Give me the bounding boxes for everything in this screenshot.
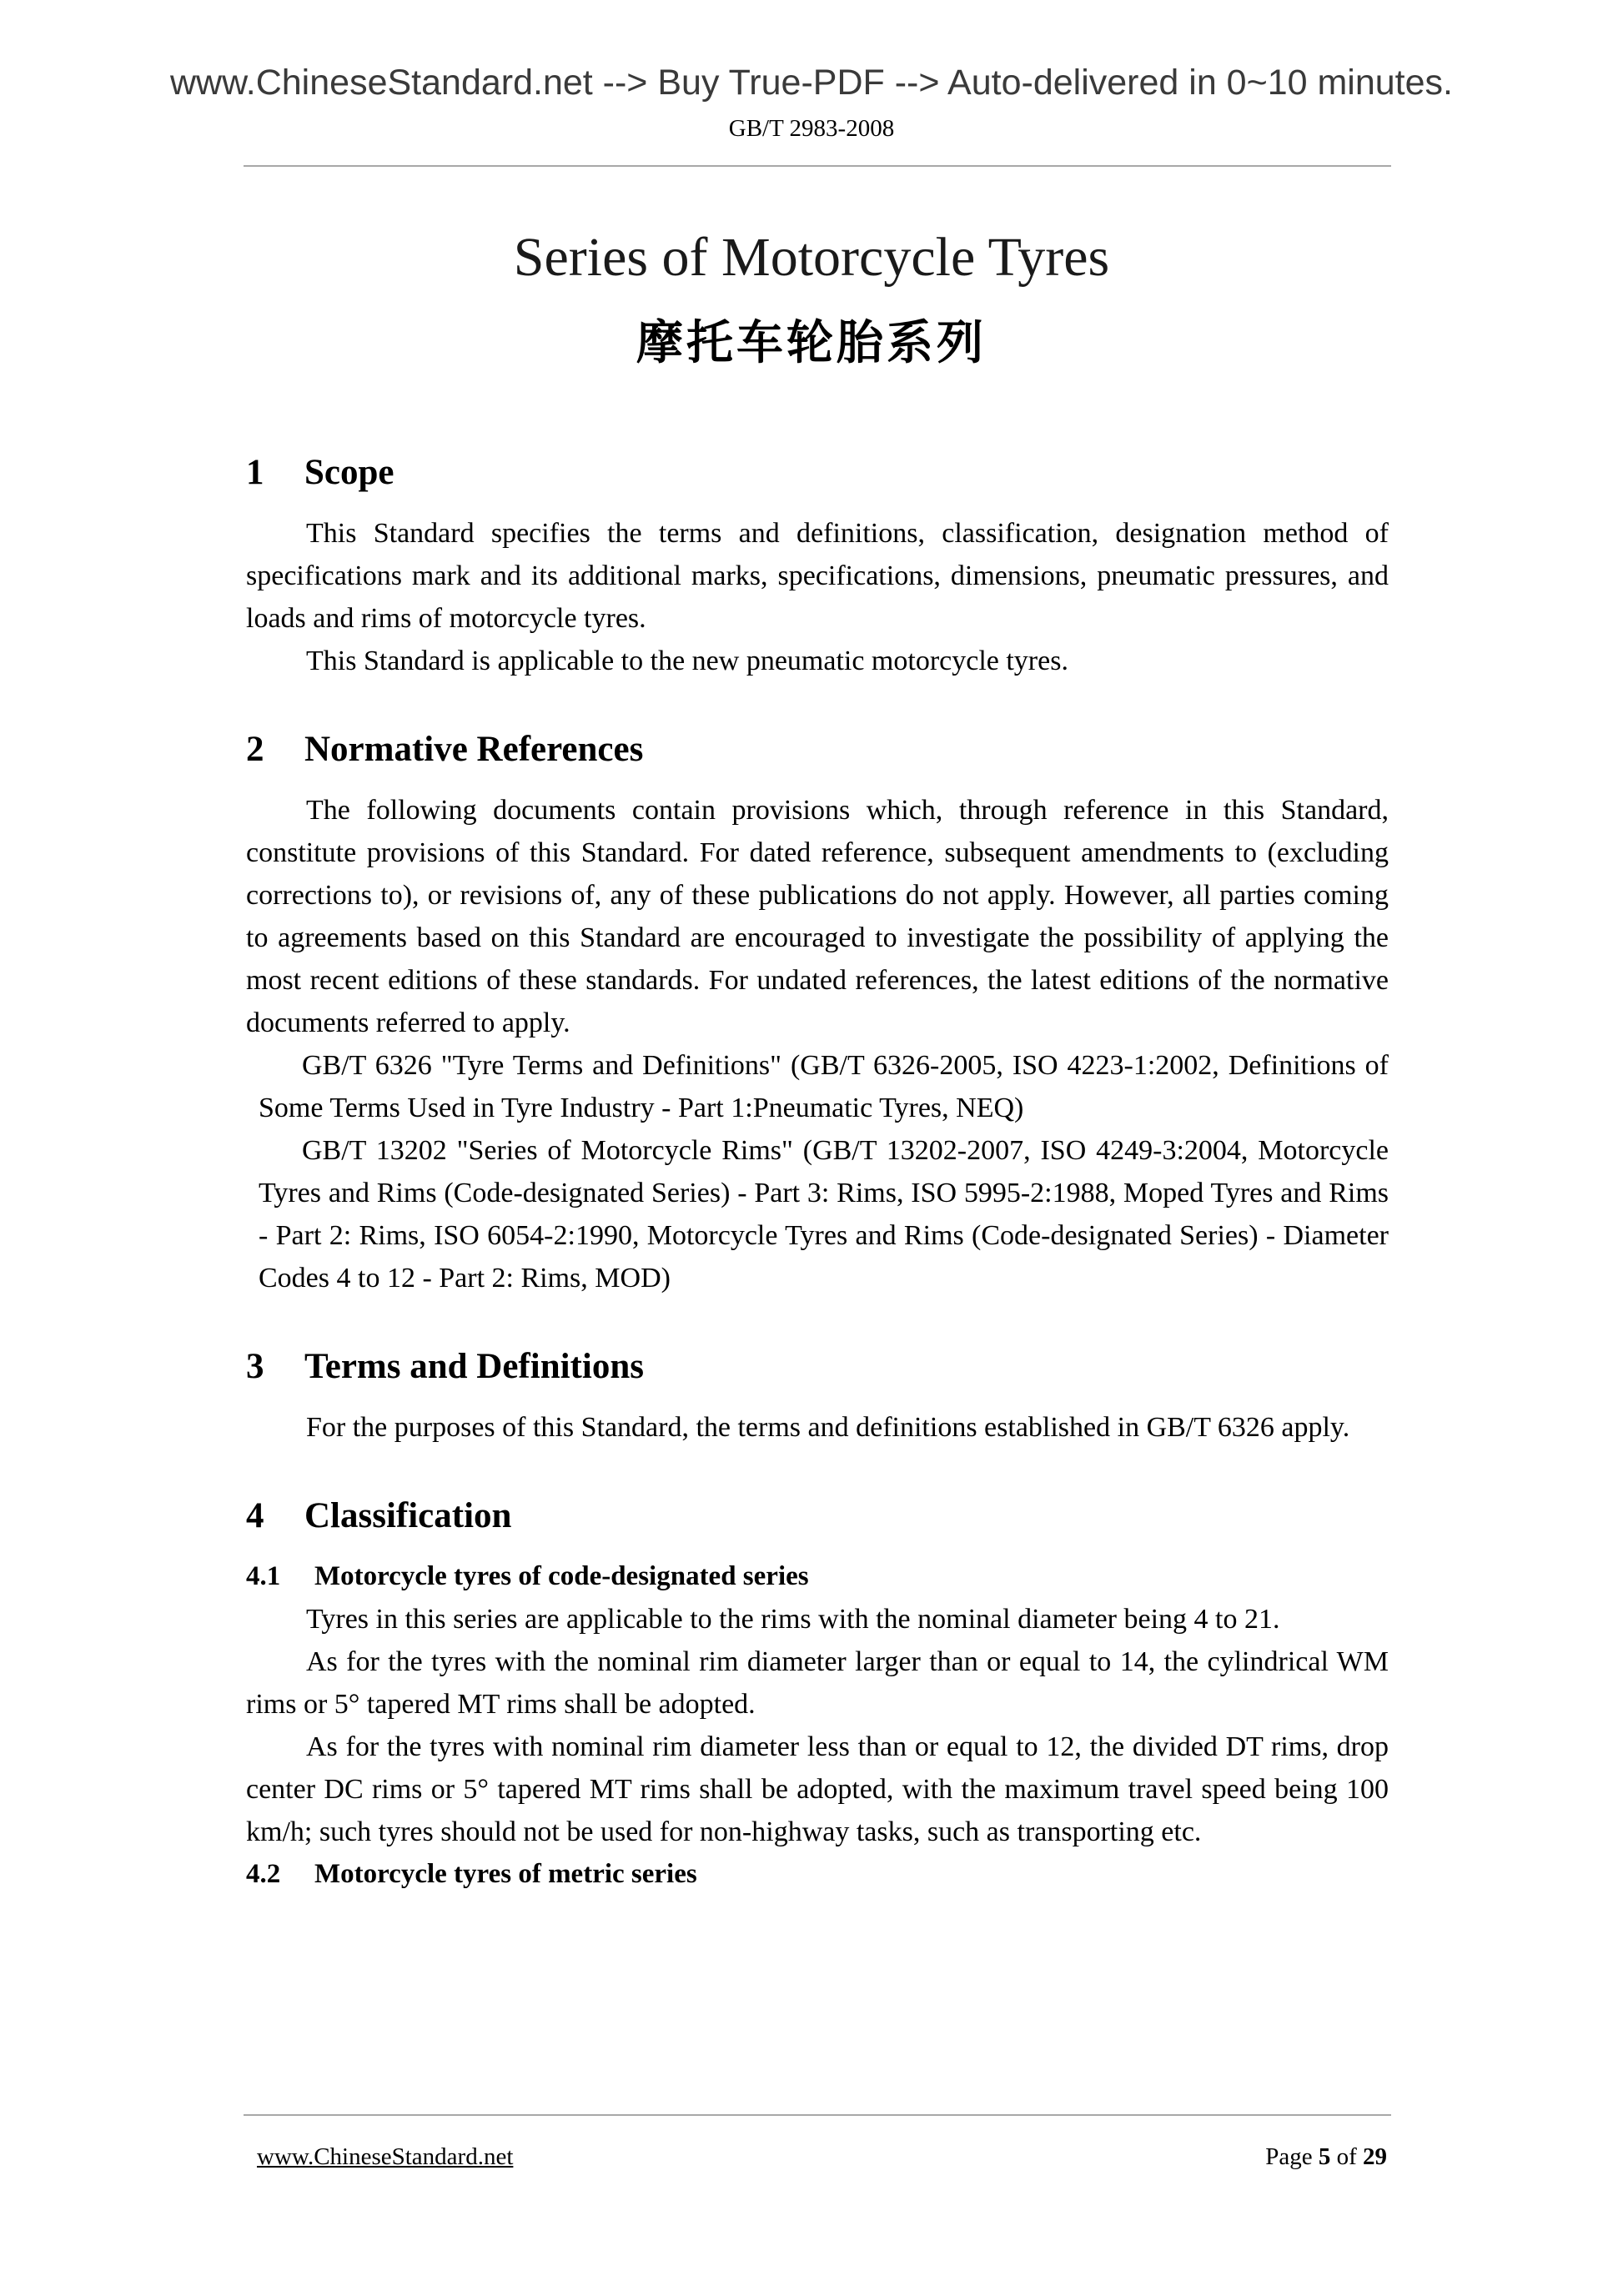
subsection-heading-code-designated [246,1555,1389,1598]
document-body [246,447,1389,1896]
section-number: 3 [246,1347,264,1386]
paragraph: As for the tyres with the nominal rim diameter larger than or equal to 14, the cylindrical WM rims or 5° tapered MT rims shall be adopted. [246,1646,1389,1720]
subsection-title: Motorcycle tyres of code-designated series [314,1561,809,1591]
site-banner: www.ChineseStandard.net --> Buy True-PDF --> Auto-delivered in 0~10 minutes. [169,63,1453,103]
paragraph: As for the tyres with nominal rim diameter less than or equal to 12, the divided DT rims, drop center DC rims or 5° tapered MT rims shall be adopted, with the maximum travel speed being 100 km/h; such tyres should not be used for non-highway tasks, such as transporting etc. [246,1731,1389,1847]
page-total: 29 [1363,2143,1387,2170]
subsection-number: 4.1 [246,1561,281,1591]
section-title: Classification [304,1496,512,1535]
page-of: of [1336,2143,1357,2170]
page-number [1265,2145,1387,2169]
section-number: 4 [246,1496,264,1535]
paragraph: This Standard specifies the terms and definitions, classification, designation method of specifications mark and its additional marks, specifications, dimensions, pneumatic pressures, and loads and rims of motorcycle tyres. [246,518,1389,634]
section-title: Scope [304,453,394,492]
paragraph: The following documents contain provisions which, through reference in this Standard, constitute provisions of this Standard. For dated reference, subsequent amendments to (excluding corrections to), or revisions of, any of these publications do not apply. However, all parties coming to agreements based on this Standard are encouraged to investigate the possibility of applying the most recent editions of these standards. For undated references, the latest editions of the normative documents referred to apply. [246,795,1389,1038]
footer-divider [244,2114,1391,2116]
subsection-heading-metric [246,1853,1389,1896]
paragraph: Tyres in this series are applicable to the rims with the nominal diameter being 4 to 21. [306,1604,1280,1635]
section-heading-terms [246,1341,1389,1393]
section-heading-normative-references [246,724,1389,776]
document-title-chinese: 摩托车轮胎系列 [636,316,987,370]
section-heading-classification [246,1490,1389,1542]
section-heading-scope [246,447,1389,499]
subsection-number: 4.2 [246,1859,281,1889]
document-title-english: Series of Motorcycle Tyres [513,227,1110,288]
page-prefix: Page [1265,2143,1313,2170]
section-title: Terms and Definitions [304,1347,644,1386]
standard-code: GB/T 2983-2008 [728,115,895,142]
paragraph: This Standard is applicable to the new pneumatic motorcycle tyres. [306,646,1068,676]
header-divider [244,165,1391,167]
section-title: Normative References [304,730,644,769]
section-number: 2 [246,730,264,769]
reference-item: GB/T 13202 "Series of Motorcycle Rims" (GB/T 13202-2007, ISO 4249-3:2004, Motorcycle Tyres and Rims (Code-designated Series) - Part 3: Rims, ISO 5995-2:1988, Moped Tyres and Rims - Part 2: Rims, ISO 6054-2:1990, Motorcycle Tyres and Rims (Code-designated Series) - Diameter Codes 4 to 12 - Part 2: Rims, MOD) [259,1135,1389,1294]
subsection-title: Motorcycle tyres of metric series [314,1859,697,1889]
paragraph: For the purposes of this Standard, the terms and definitions established in GB/T 6326 apply. [306,1412,1350,1443]
reference-item: GB/T 6326 "Tyre Terms and Definitions" (GB/T 6326-2005, ISO 4223-1:2002, Definitions of Some Terms Used in Tyre Industry - Part 1:Pneumatic Tyres, NEQ) [259,1050,1389,1123]
page-current: 5 [1318,2143,1331,2170]
section-number: 1 [246,453,264,492]
footer-site-link[interactable]: www.ChineseStandard.net [257,2143,514,2170]
